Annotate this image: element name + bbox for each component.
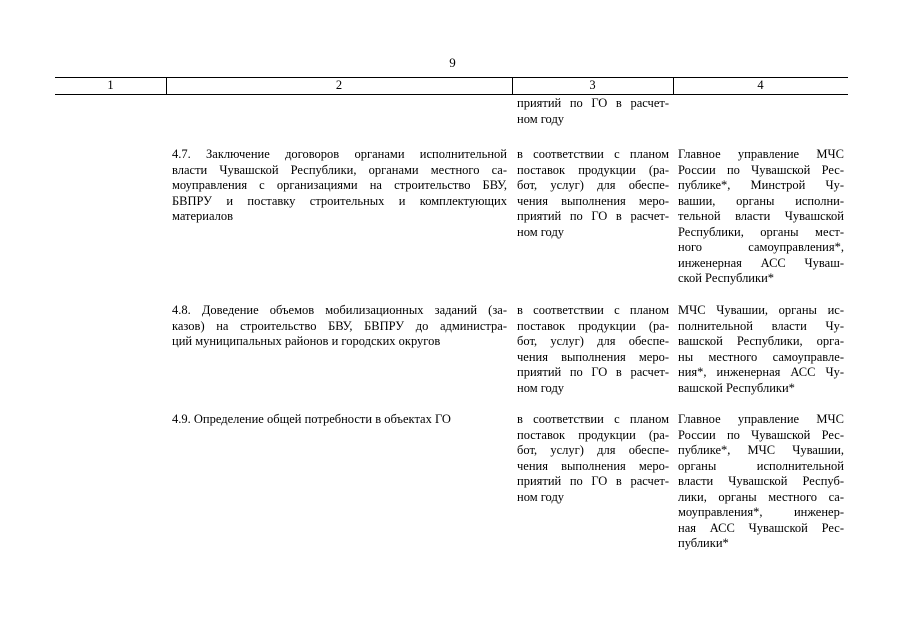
header-col-2: 2 [335, 78, 343, 92]
header-col-3: 3 [589, 78, 596, 92]
row-4-7-measure: 4.7. Заключение договоров органами исполнительной власти Чувашской Республики, органами местного са- моуправления с организациями на строительство БВУ, БВПРУ и поставку строительных и комплектующих материалов [172, 147, 507, 223]
table-header-rule [55, 94, 848, 95]
row-4-8-responsible: МЧС Чувашии, органы ис- полнительной власти Чу- вашской Республики, орга- ны местного самоуправле- ния*, инженерная АСС Чу- вашской Республики* [678, 303, 844, 395]
row-4-9-measure: 4.9. Определение общей потребности в объектах ГО [172, 412, 451, 426]
row-4-7-timing: в соответствии с планом поставок продукции (ра- бот, услуг) для обеспе- чения выполнения меро- приятий по ГО в расчет- ном году [517, 147, 669, 239]
header-col-4: 4 [757, 78, 764, 92]
header-col-1: 1 [107, 78, 114, 92]
continued-cell: приятий по ГО в расчет- ном году [517, 96, 669, 126]
row-4-8-timing: в соответствии с планом поставок продукции (ра- бот, услуг) для обеспе- чения выполнения меро- приятий по ГО в расчет- ном году [517, 303, 669, 395]
row-4-7-responsible: Главное управление МЧС России по Чувашской Рес- публике*, Минстрой Чу- вашии, органы исполни- тельной власти Чувашской Республики, органы мест- ного самоуправления*, инженерная АСС Чуваш- ской Республики* [678, 147, 844, 285]
page-number: 9 [449, 55, 456, 70]
row-4-9-responsible: Главное управление МЧС России по Чувашской Рес- публике*, МЧС Чувашии, органы исполнительной власти Чувашской Респуб- лики, органы местного са- моуправления*, инженер- ная АСС Чувашской Рес- публики* [678, 412, 844, 550]
row-4-8-measure: 4.8. Доведение объемов мобилизационных заданий (за- казов) на строительство БВУ, БВПРУ до администра- ций муниципальных районов и городских округов [172, 303, 507, 348]
row-4-9-timing: в соответствии с планом поставок продукции (ра- бот, услуг) для обеспе- чения выполнения меро- приятий по ГО в расчет- ном году [517, 412, 669, 504]
